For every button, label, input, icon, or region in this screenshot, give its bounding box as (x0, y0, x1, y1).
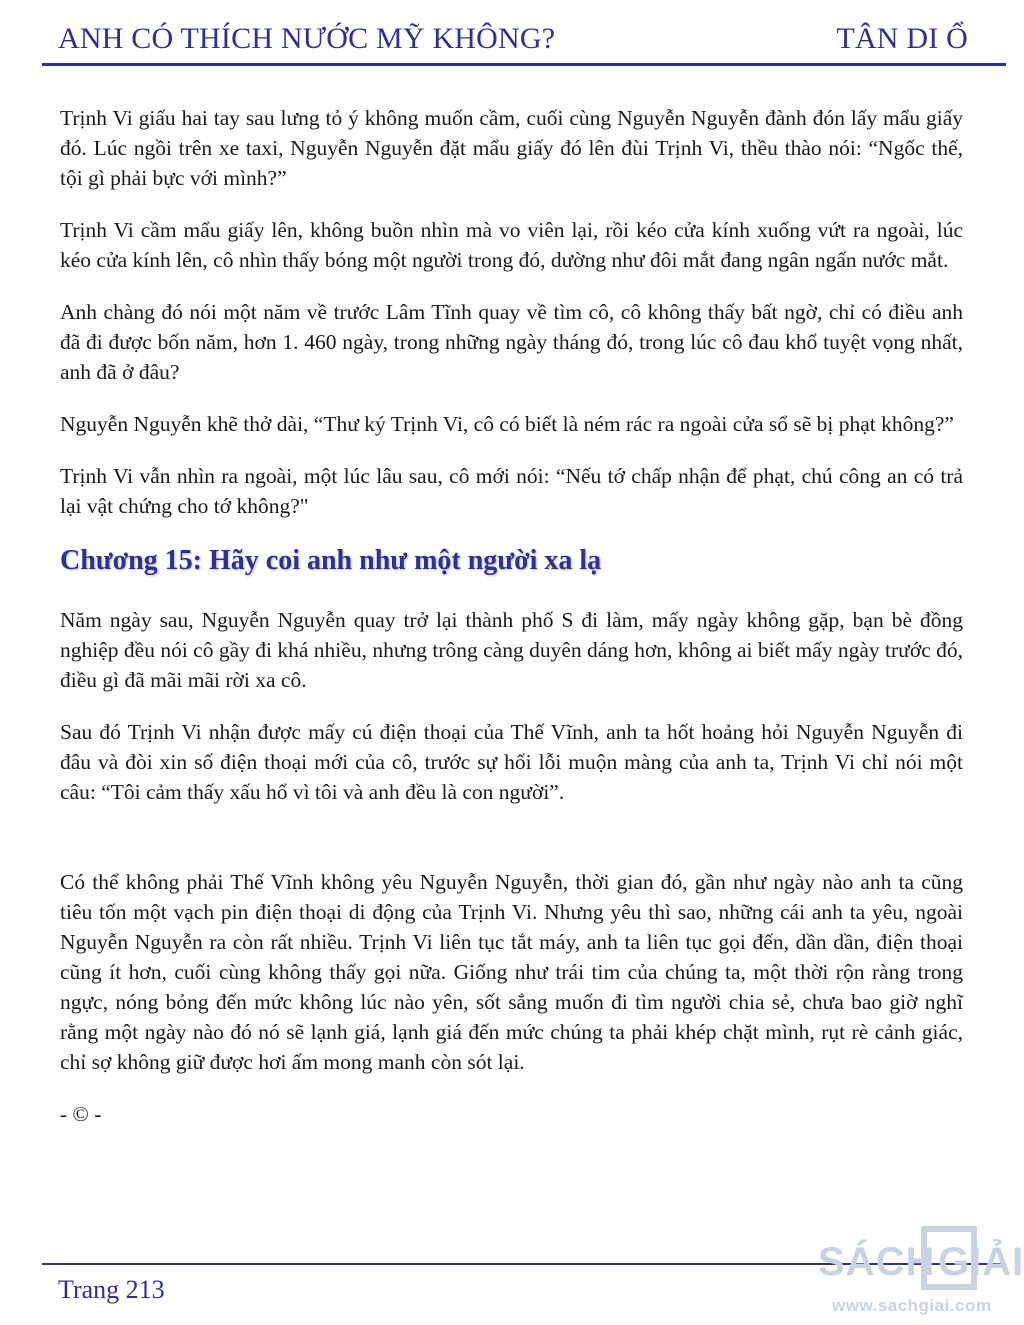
page-number: Trang 213 (58, 1275, 165, 1304)
paragraph: Trịnh Vi cầm mẩu giấy lên, không buồn nhìn mà vo viên lại, rồi kéo cửa kính xuống vứt ra ngoài, lúc kéo cửa kính lên, cô nhìn thấy bóng một người trong đó, dường như đôi mắt đang ngân ngấn nước mắt. (60, 218, 963, 272)
paragraph: Anh chàng đó nói một năm về trước Lâm Tĩnh quay về tìm cô, cô không thấy bất ngờ, chỉ có điều anh đã đi được bốn năm, hơn 1. 460 ngày, trong những ngày tháng đó, trong lúc cô đau khổ tuyệt vọng nhất, anh đã ở đâu? (60, 300, 963, 384)
paragraph: Sau đó Trịnh Vi nhận được mấy cú điện thoại của Thế Vĩnh, anh ta hốt hoảng hỏi Nguyễn Nguyễn đi đâu và đòi xin số điện thoại mới của cô, trước sự hối lỗi muộn màng của anh ta, Trịnh Vi chỉ nói một câu: “Tôi cảm thấy xấu hổ vì tôi và anh đều là con người”. (60, 720, 963, 804)
watermark-url: www.sachgiai.com (832, 1296, 992, 1315)
page-header (58, 22, 968, 62)
watermark (818, 1218, 1024, 1320)
paragraph: Năm ngày sau, Nguyễn Nguyễn quay trở lại thành phố S đi làm, mấy ngày không gặp, bạn bè đồng nghiệp đều nói cô gầy đi khá nhiều, nhưng trông càng duyên dáng hơn, không ai biết mấy ngày trước đó, điều gì đã mãi mãi rời xa cô. (60, 608, 963, 692)
header-rule (42, 63, 1006, 66)
watermark-brand-right: GIẢI (938, 1240, 1024, 1284)
page-body (60, 103, 963, 1129)
paragraph: Nguyễn Nguyễn khẽ thở dài, “Thư ký Trịnh Vi, cô có biết là ném rác ra ngoài cửa sổ sẽ bị phạt không?” (60, 412, 954, 436)
paragraph: Trịnh Vi giấu hai tay sau lưng tỏ ý không muốn cầm, cuối cùng Nguyễn Nguyễn đành đón lấy mẩu giấy đó. Lúc ngồi trên xe taxi, Nguyễn Nguyễn đặt mẩu giấy đó lên đùi Trịnh Vi, thều thào nói: “Ngốc thế, tội gì phải bực với mình?” (60, 106, 963, 190)
paragraph: Có thể không phải Thế Vĩnh không yêu Nguyễn Nguyễn, thời gian đó, gần như ngày nào anh ta cũng tiêu tốn một vạch pin điện thoại di động của Trịnh Vi. Nhưng yêu thì sao, những cái anh ta yêu, ngoài Nguyễn Nguyễn ra còn rất nhiều. Trịnh Vi liên tục tắt máy, anh ta liên tục gọi đến, dần dần, điện thoại cũng ít hơn, cuối cùng không thấy gọi nữa. Giống như trái tim của chúng ta, một thời rộn ràng trong ngực, nóng bỏng đến mức không lúc nào yên, sốt sắng muốn đi tìm người chia sẻ, chưa bao giờ nghĩ rằng một ngày nào đó nó sẽ lạnh giá, lạnh giá đến mức chúng ta phải khép chặt mình, rụt rè cảnh giác, chỉ sợ không giữ được hơi ấm mong manh còn sót lại. (60, 870, 963, 1074)
book-title: ANH CÓ THÍCH NƯỚC MỸ KHÔNG? (58, 22, 556, 55)
watermark-brand-left: SÁCH (818, 1240, 936, 1284)
watermark-logo (818, 1226, 1024, 1288)
chapter-heading: Chương 15: Hãy coi anh như một người xa lạ (60, 545, 602, 576)
paragraph: Trịnh Vi vẫn nhìn ra ngoài, một lúc lâu sau, cô mới nói: “Nếu tớ chấp nhận để phạt, chú công an có trả lại vật chứng cho tớ không?" (60, 464, 963, 518)
book-author: TÂN DI Ổ (836, 22, 968, 55)
spacer (60, 829, 963, 867)
end-mark: - © - (60, 1102, 102, 1126)
